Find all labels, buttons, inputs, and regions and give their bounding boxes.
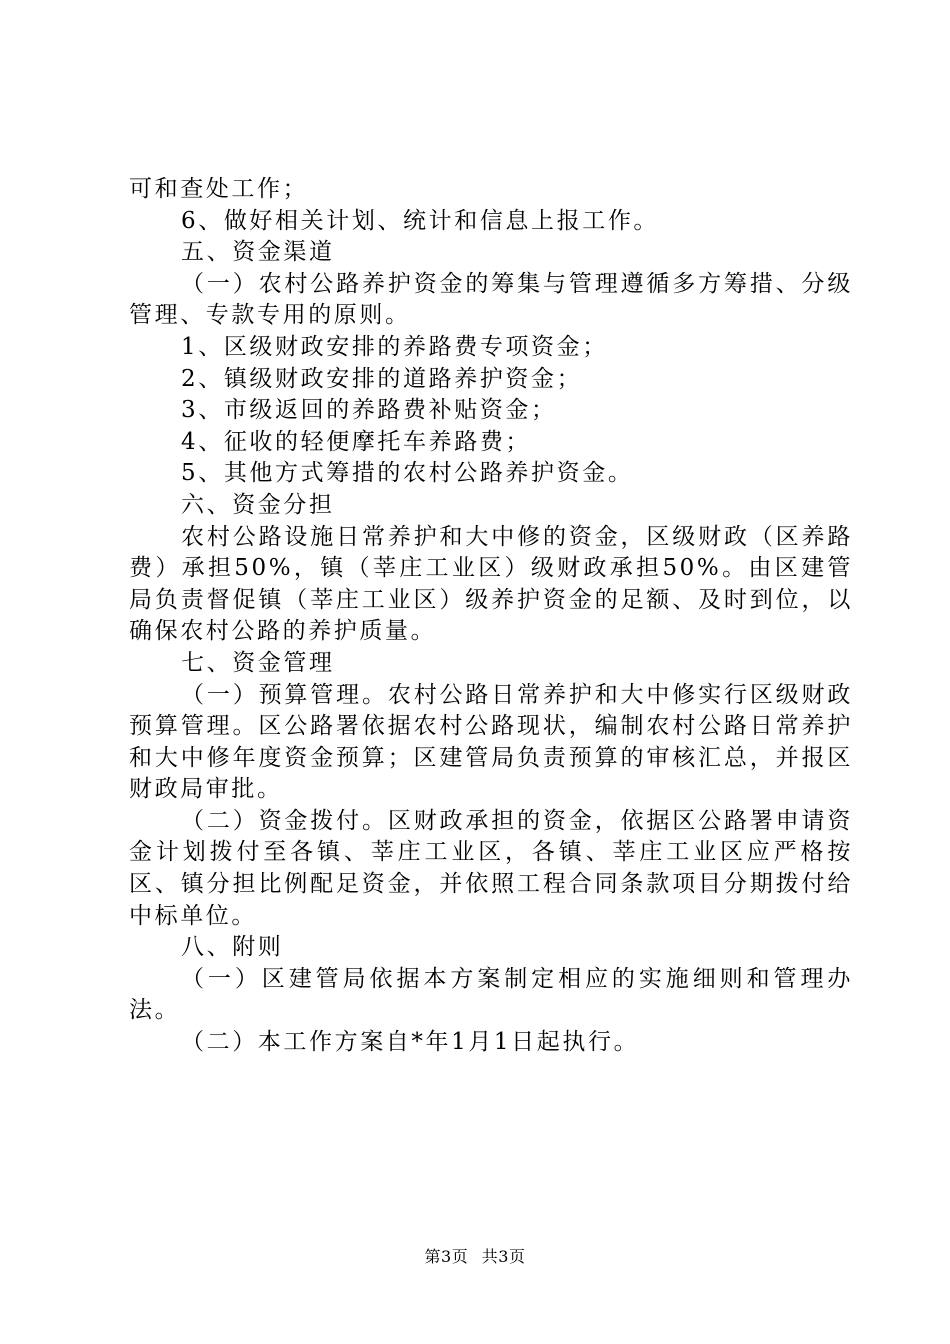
page-footer [0, 1244, 950, 1267]
list-item-fund-4: 4、征收的轻便摩托车养路费； [181, 428, 532, 455]
list-item-fund-2: 2、镇级财政安排的道路养护资金； [181, 365, 583, 392]
paragraph-fund-allocation: （二）资金拨付。区财政承担的资金，依据区公路署申请资金计划拨付至各镇、莘庄工业区，各镇、莘庄工业区应严格按区、镇分担比例配足资金，并依照工程合同条款项目分期拨付给中标单位。 [129, 807, 853, 929]
paragraph-continuation: 可和查处工作； [129, 176, 309, 202]
paragraph-supplementary-1: （一）区建管局依据本方案制定相应的实施细则和管理办法。 [129, 965, 853, 1024]
section-heading-7: 七、资金管理 [181, 649, 335, 676]
paragraph-supplementary-2: （二）本工作方案自*年1月1日起执行。 [181, 1029, 640, 1056]
section-heading-6: 六、资金分担 [181, 491, 335, 518]
page-total: 共3页 [481, 1247, 526, 1266]
paragraph-item-6: 6、做好相关计划、统计和信息上报工作。 [181, 207, 660, 234]
section-heading-8: 八、附则 [181, 934, 284, 961]
document-body [129, 174, 853, 1059]
paragraph-budget-management: （一）预算管理。农村公路日常养护和大中修实行区级财政预算管理。区公路署依据农村公路现状，编制农村公路日常养护和大中修年度资金预算；区建管局负责预算的审核汇总，并报区财政局审批。 [129, 681, 853, 803]
list-item-fund-3: 3、市级返回的养路费补贴资金； [181, 397, 557, 424]
page-number: 第3页 [424, 1247, 469, 1266]
paragraph-fund-principle: （一）农村公路养护资金的筹集与管理遵循多方筹措、分级管理、专款专用的原则。 [129, 270, 853, 329]
list-item-fund-1: 1、区级财政安排的养路费专项资金； [181, 333, 608, 360]
paragraph-fund-sharing: 农村公路设施日常养护和大中修的资金，区级财政（区养路费）承担50%，镇（莘庄工业区）级财政承担50%。由区建管局负责督促镇（莘庄工业区）级养护资金的足额、及时到位，以确保农村公路的养护质量。 [129, 523, 853, 645]
section-heading-5: 五、资金渠道 [181, 239, 335, 266]
list-item-fund-5: 5、其他方式筹措的农村公路养护资金。 [181, 460, 634, 487]
